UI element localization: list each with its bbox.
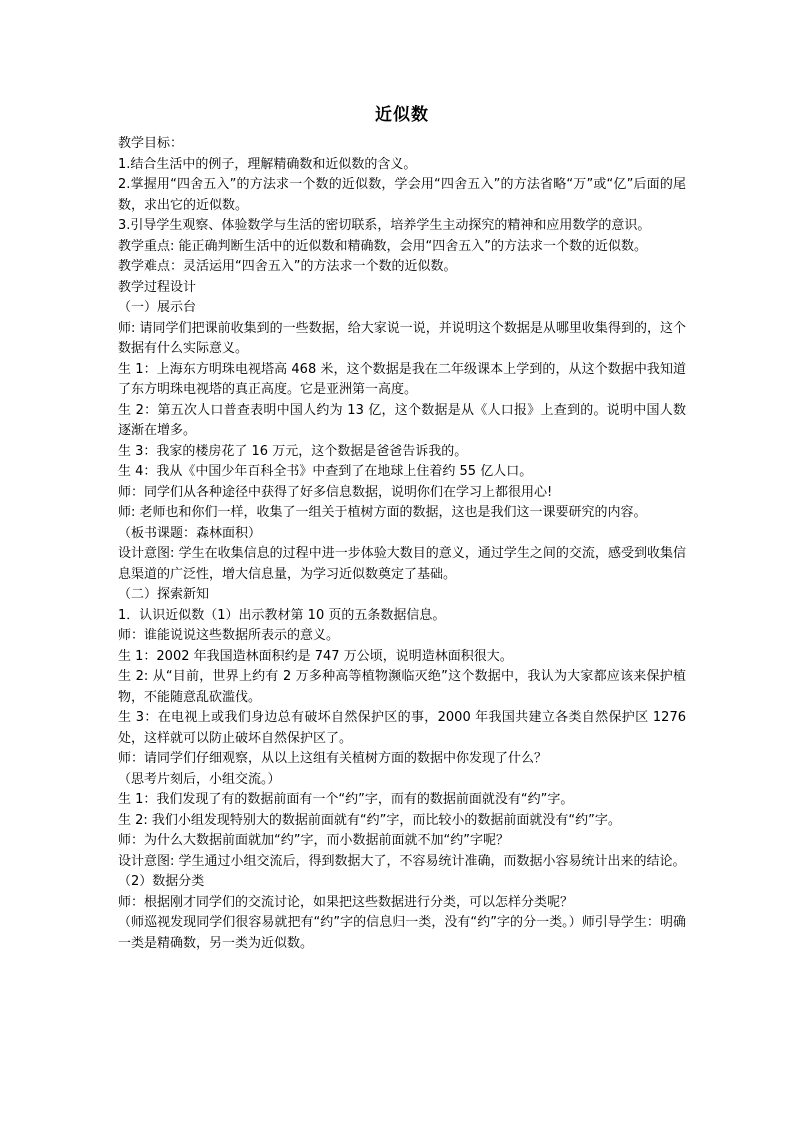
paragraph: 生 1：2002 年我国造林面积约是 747 万公顷，说明造林面积很大。 — [118, 648, 513, 664]
paragraph: 师：请同学们仔细观察，从以上这组有关植树方面的数据中你发现了什么？ — [118, 751, 548, 766]
paragraph: 师: 请同学们把课前收集到的一些数据，给大家说一说，并说明这个数据是从哪里收集得到的，这个数据有什么实际意义。 — [118, 320, 686, 356]
paragraph: （板书课题：森林面积） — [118, 525, 262, 541]
paragraph: 生 2: 我们小组发现特别大的数据前面就有“约”字，而比较小的数据前面就没有“约”字。 — [118, 812, 621, 828]
paragraph: 生 4：我从《中国少年百科全书》中查到了在地球上住着约 55 亿人口。 — [118, 464, 533, 479]
paragraph: 设计意图: 学生在收集信息的过程中进一步体验大数目的意义，通过学生之间的交流，感受到收集信息渠道的广泛性，增大信息量，为学习近似数奠定了基础。 — [118, 546, 686, 582]
paragraph: （思考片刻后，小组交流。） — [118, 771, 281, 787]
paragraph: 教学目标： — [118, 136, 184, 151]
paragraph: 师: 老师也和你们一样，收集了一组关于植树方面的数据，这也是我们这一课要研究的内容。 — [118, 505, 647, 520]
paragraph: （2）数据分类 — [118, 874, 205, 889]
paragraph: 师：谁能说说这些数据所表示的意义。 — [118, 628, 340, 643]
paragraph: 生 2: 从“目前，世界上约有 2 万多种高等植物濒临灭绝”这个数据中，我认为大家都应该来保护植物，不能随意乱砍滥伐。 — [118, 669, 686, 705]
paragraph: （师巡视发现同学们很容易就把有“约”字的信息归一类，没有“约”字的分一类。）师引导学生：明确一类是精确数，另一类为近似数。 — [118, 915, 686, 951]
paragraph: 教学难点：灵活运用“四舍五入”的方法求一个数的近似数。 — [118, 259, 457, 274]
paragraph: 师：根据刚才同学们的交流讨论，如果把这些数据进行分类，可以怎样分类呢？ — [118, 894, 574, 910]
paragraph: 生 3：我家的楼房花了 16 万元，这个数据是爸爸告诉我的。 — [118, 443, 468, 459]
paragraph: 师：同学们从各种途径中获得了好多信息数据，说明你们在学习上都很用心! — [118, 484, 553, 500]
paragraph: 师：为什么大数据前面就加“约”字，而小数据前面就不加“约”字呢？ — [118, 833, 509, 848]
paragraph: 设计意图: 学生通过小组交流后，得到数据大了，不容易统计准确，而数据小容易统计出来的结论。 — [118, 853, 686, 869]
document-page — [118, 100, 686, 954]
paragraph: 生 2：第五次人口普查表明中国人约为 13 亿，这个数据是从《人口报》上查到的。说明中国人数逐渐在增多。 — [118, 402, 686, 438]
paragraph: （一）展示台 — [118, 300, 197, 315]
paragraph: 生 1：上海东方明珠电视塔高 468 米，这个数据是我在二年级课本上学到的，从这个数据中我知道了东方明珠电视塔的真正高度。它是亚洲第一高度。 — [118, 361, 686, 397]
document-title: 近似数 — [375, 105, 429, 125]
paragraph: 3.引导学生观察、体验数学与生活的密切联系，培养学生主动探究的精神和应用数学的意识。 — [118, 218, 651, 233]
paragraph: 生 1：我们发现了有的数据前面有一个“约”字，而有的数据前面就没有“约”字。 — [118, 792, 574, 807]
paragraph: 生 3：在电视上或我们身边总有破坏自然保护区的事，2000 年我国共建立各类自然保护区 1276 处，这样就可以防止破坏自然保护区了。 — [118, 710, 686, 746]
paragraph: 教学过程设计 — [118, 279, 197, 295]
document-body — [118, 134, 686, 954]
paragraph: 1.结合生活中的例子，理解精确数和近似数的含义。 — [118, 156, 417, 172]
paragraph: 教学重点: 能正确判断生活中的近似数和精确数，会用“四舍五入”的方法求一个数的近似数。 — [118, 238, 647, 254]
paragraph: 2.掌握用“四舍五入”的方法求一个数的近似数，学会用“四舍五入”的方法省略“万”或“亿”后面的尾数，求出它的近似数。 — [118, 177, 686, 213]
paragraph: （二）探索新知 — [118, 587, 210, 602]
paragraph: 1．认识近似数（1）出示教材第 10 页的五条数据信息。 — [118, 607, 446, 623]
